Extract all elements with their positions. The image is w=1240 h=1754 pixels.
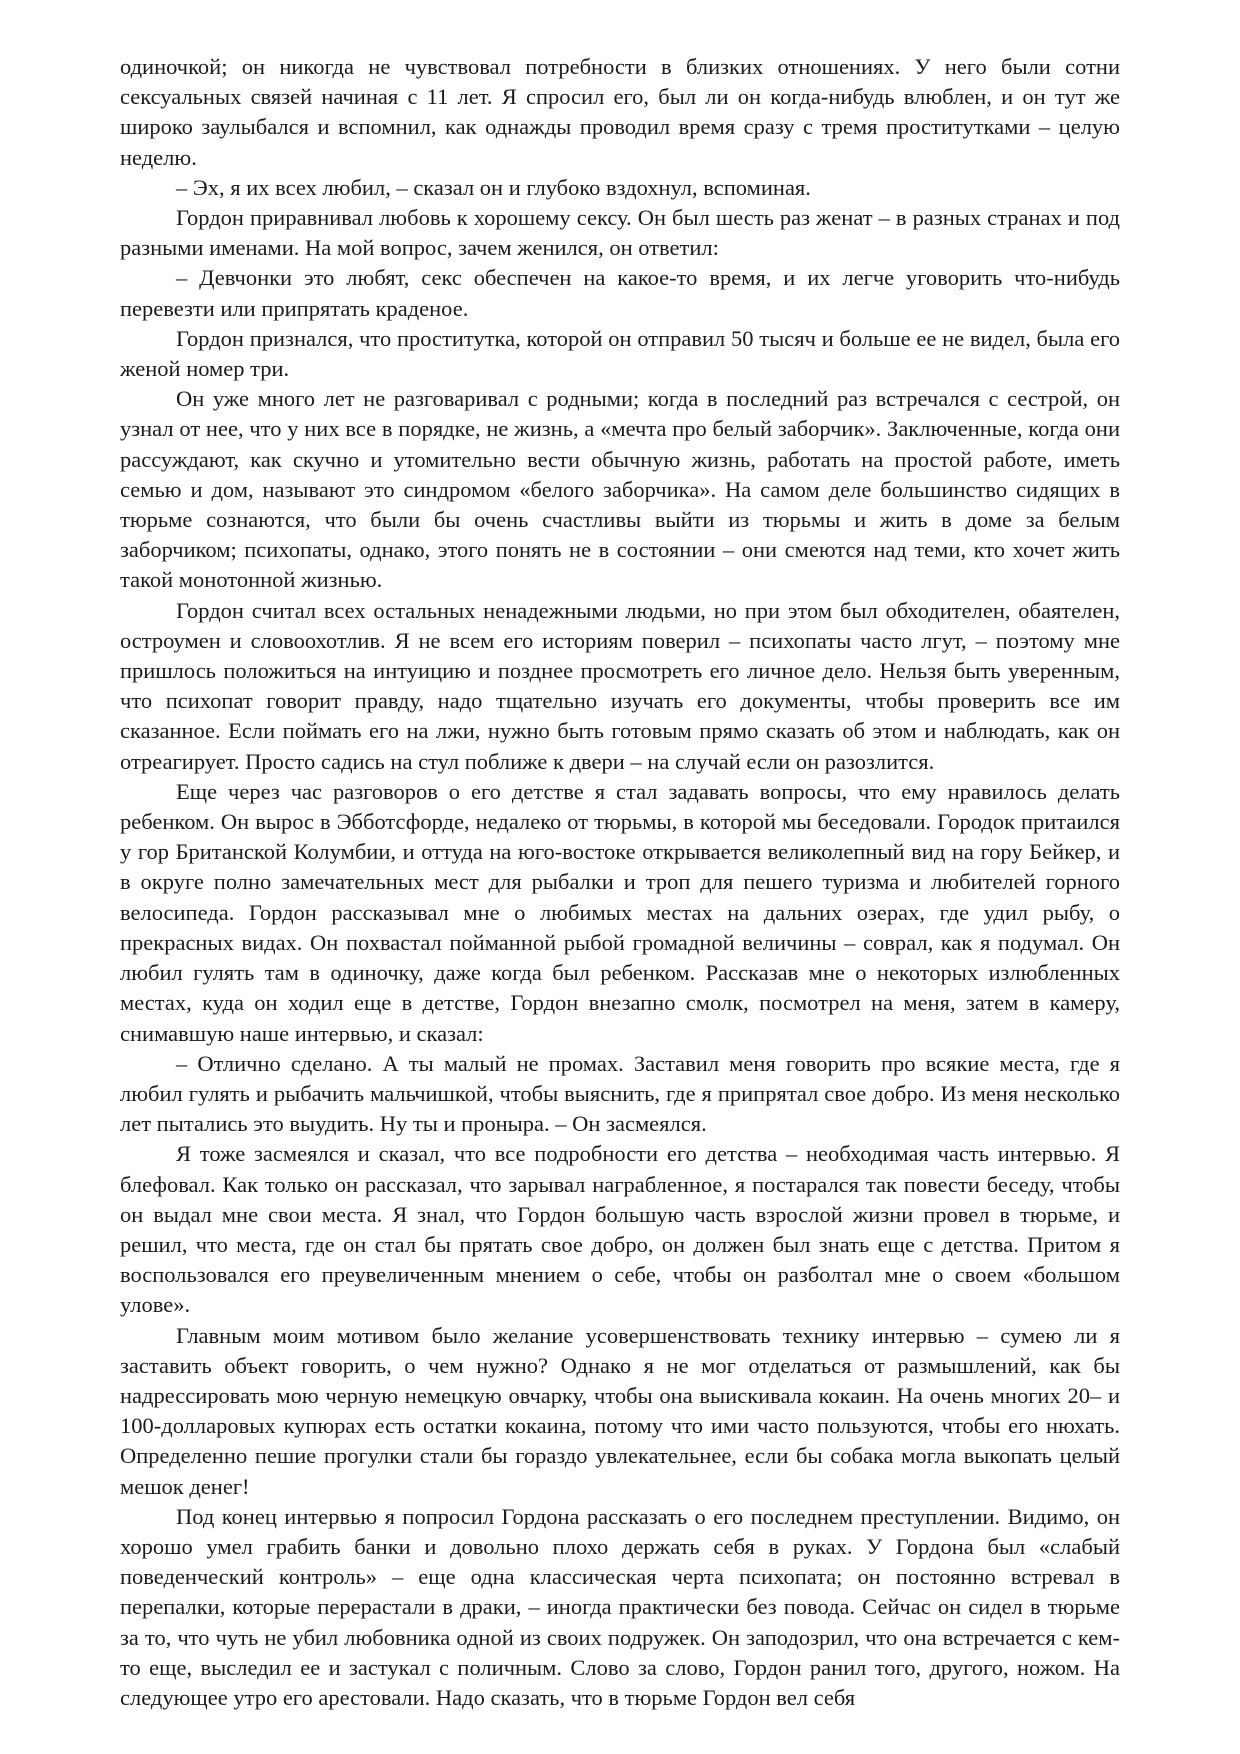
paragraph-charming: Гордон считал всех остальных ненадежными людьми, но при этом был обходителен, обаятелен, остроумен и словоохотлив. Я не всем его историям поверил – психопаты часто лгут, – поэтому мне пришлось положиться на интуицию и позднее просмотреть его личное дело. Нельзя быть уверенным, что психопат говорит правду, надо тщательно изучать его документы, чтобы проверить все им сказанное. Если поймать его на лжи, нужно быть готовым прямо сказать об этом и наблюдать, как он отреагирует. Просто садись на стул поближе к двери – на случай если он разозлится. — [120, 597, 1120, 774]
paragraph-continuation: одиночкой; он никогда не чувствовал потребности в близких отношениях. У него были сотни сексуальных связей начиная с 11 лет. Я спросил его, был ли он когда-нибудь влюблен, и он тут же широко заулыбался и вспомнил, как однажды проводил время сразу с тремя проститутками – целую неделю. — [120, 54, 1120, 170]
paragraph-dialogue-love: – Эх, я их всех любил, – сказал он и глубоко вздохнул, вспоминая. — [176, 174, 811, 200]
paragraph-bluff: Я тоже засмеялся и сказал, что все подробности его детства – необходимая часть интервью. Я блефовал. Как только он рассказал, что зарывал награбленное, я постарался так повести беседу, чтобы он выдал мне свои места. Я знал, что Гордон большую часть взрослой жизни провел в тюрьме, и решил, что места, где он стал бы прятать свое добро, он должен был знать еще с детства. Притом я воспользовался его преувеличенным мнением о себе, чтобы он разболтал мне о своем «большом улове». — [120, 1141, 1120, 1318]
paragraph-motive: Главным моим мотивом было желание усовершенствовать технику интервью – сумею ли я заставить объект говорить, о чем нужно? Однако я не мог отделаться от размышлений, как бы надрессировать мою черную немецкую овчарку, чтобы она выискивала кокаин. На очень многих 20– и 100-долларовых купюрах есть остатки кокаина, потому что ими часто пользуются, чтобы его нюхать. Определенно пешие прогулки стали бы гораздо увлекательнее, если бы собака могла выкопать целый мешок денег! — [120, 1322, 1120, 1499]
paragraph-dialogue-girls: – Девчонки это любят, секс обеспечен на какое-то время, и их легче уговорить что-нибудь перевезти или припрятать краденое. — [120, 265, 1120, 321]
paragraph-marriages: Гордон приравнивал любовь к хорошему сексу. Он был шесть раз женат – в разных странах и под разными именами. На мой вопрос, зачем женился, он ответил: — [120, 205, 1120, 261]
document-page — [120, 52, 1120, 1713]
paragraph-wife-three: Гордон признался, что проститутка, которой он отправил 50 тысяч и больше ее не видел, была его женой номер три. — [120, 325, 1120, 382]
paragraph-last-crime: Под конец интервью я попросил Гордона рассказать о его последнем преступлении. Видимо, он хорошо умел грабить банки и довольно плохо держать себя в руках. У Гордона был «слабый поведенческий контроль» – еще одна классическая черта психопата; он постоянно встревал в перепалки, которые перерастали в драки, – иногда практически без повода. Сейчас он сидел в тюрьме за то, что чуть не убил любовника одной из своих подружек. Он заподозрил, что она встречается с кем-то еще, выследил ее и застукал с поличным. Слово за слово, Гордон ранил того, другого, ножом. На следующее утро его арестовали. Надо сказать, что в тюрьме Гордон вел себя — [120, 1503, 1120, 1710]
paragraph-dialogue-well-done: – Отлично сделано. А ты малый не промах. Заставил меня говорить про всякие места, где я любил гулять и рыбачить мальчишкой, чтобы выяснить, где я припрятал свое добро. Из меня несколько лет пытались это выудить. Ну ты и проныра. – Он засмеялся. — [120, 1050, 1120, 1137]
paragraph-childhood: Еще через час разговоров о его детстве я стал задавать вопросы, что ему нравилось делать ребенком. Он вырос в Эбботсфорде, недалеко от тюрьмы, в которой мы беседовали. Городок притаился у гор Британской Колумбии, и оттуда на юго-востоке открывается великолепный вид на гору Бейкер, и в округе полно замечательных мест для рыбалки и троп для пешего туризма и любителей горного велосипеда. Гордон рассказывал мне о любимых местах на дальних озерах, где удил рыбу, о прекрасных видах. Он похвастал пойманной рыбой громадной величины – соврал, как я подумал. Он любил гулять там в одиночку, даже когда был ребенком. Рассказав мне о некоторых излюбленных местах, куда он ходил еще в детстве, Гордон внезапно смолк, посмотрел на меня, затем в камеру, снимавшую наше интервью, и сказал: — [120, 778, 1120, 1046]
paragraph-white-fence: Он уже много лет не разговаривал с родными; когда в последний раз встречался с сестрой, он узнал от нее, что у них все в порядке, не жизнь, а «мечта про белый заборчик». Заключенные, когда они рассуждают, как скучно и утомительно вести обычную жизнь, работать на простой работе, иметь семью и дом, называют это синдромом «белого заборчика». На самом деле большинство сидящих в тюрьме сознаются, что были бы очень счастливы выйти из тюрьмы и жить в доме за белым заборчиком; психопаты, однако, этого понять не в состоянии – они смеются над теми, кто хочет жить такой монотонной жизнью. — [120, 386, 1120, 593]
